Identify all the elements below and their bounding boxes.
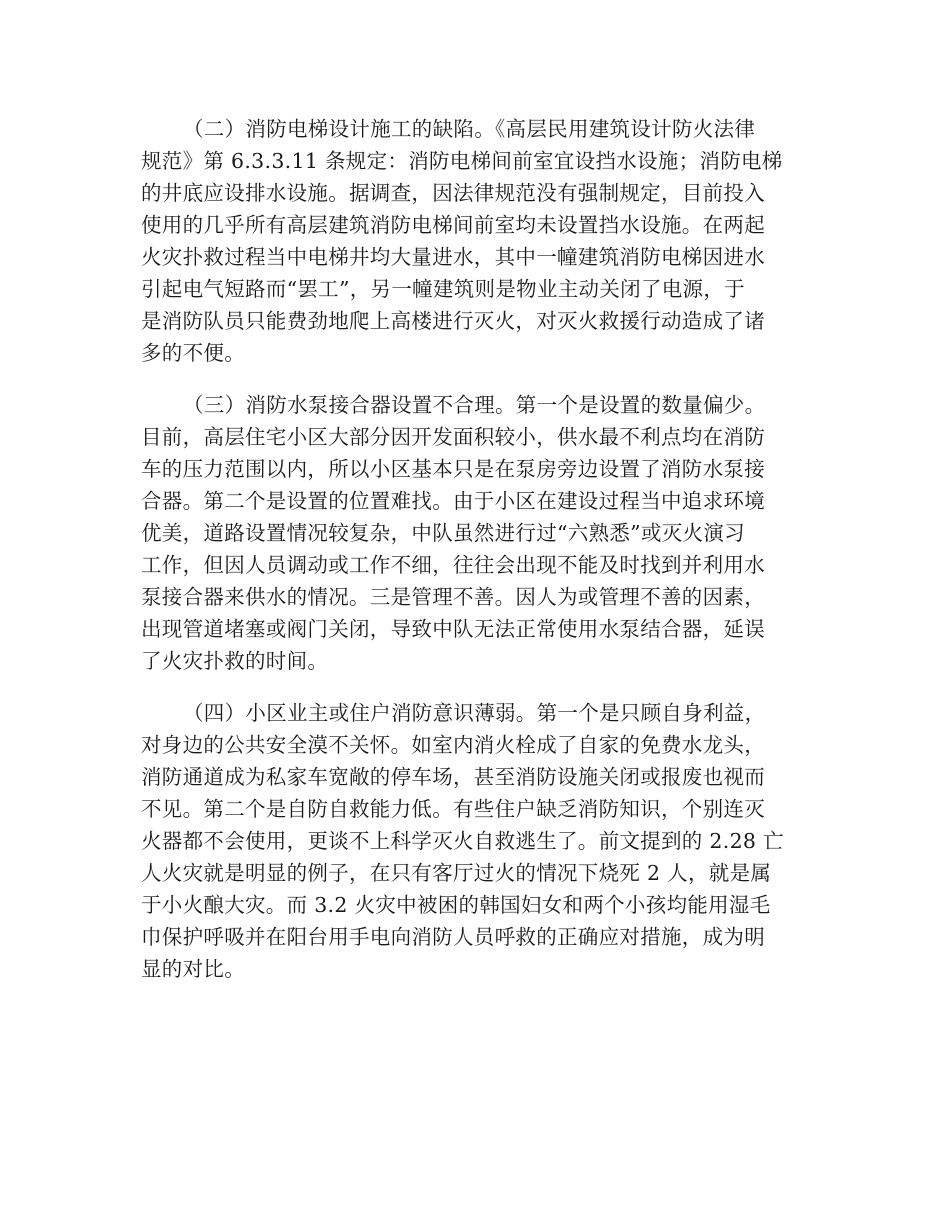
paragraph-3-line-9: 了火灾扑救的时间。 xyxy=(141,649,329,673)
paragraph-3-line-6: 工作，但因人员调动或工作不细，往往会出现不能及时找到并利用水 xyxy=(141,553,765,577)
paragraph-4-line-1: （四）小区业主或住户消防意识薄弱。第一个是只顾自身利益， xyxy=(183,701,766,725)
paragraph-2-line-3: 的井底应设排水设施。据调查，因法律规范没有强制规定，目前投入 xyxy=(141,181,765,205)
paragraph-2-line-6: 引起电气短路而“罢工”，另一幢建筑则是物业主动关闭了电源，于 xyxy=(141,277,745,301)
paragraph-3-line-8: 出现管道堵塞或阀门关闭，导致中队无法正常使用水泵结合器，延误 xyxy=(141,617,765,641)
paragraph-3-line-4: 合器。第二个是设置的位置难找。由于小区在建设过程当中追求环境 xyxy=(141,489,765,513)
paragraph-4-line-8: 巾保护呼吸并在阳台用手电向消防人员呼救的正确应对措施，成为明 xyxy=(141,925,765,949)
paragraph-4-line-5: 火器都不会使用，更谈不上科学灭火自救逃生了。前文提到的 2.28 亡 xyxy=(141,829,784,853)
paragraph-2-line-1: （二）消防电梯设计施工的缺陷。《高层民用建筑设计防火法律 xyxy=(183,117,756,141)
paragraph-4-line-2: 对身边的公共安全漠不关怀。如室内消火栓成了自家的免费水龙头， xyxy=(141,733,765,757)
paragraph-4-line-9: 显的对比。 xyxy=(141,957,245,981)
paragraph-2-line-5: 火灾扑救过程当中电梯井均大量进水，其中一幢建筑消防电梯因进水 xyxy=(141,245,765,269)
paragraph-3-line-5: 优美，道路设置情况较复杂，中队虽然进行过“六熟悉”或灭火演习 xyxy=(141,521,745,545)
paragraph-2-line-2: 规范》第 6.3.3.11 条规定：消防电梯间前室宜设挡水设施；消防电梯 xyxy=(141,149,783,173)
paragraph-2-line-4: 使用的几乎所有高层建筑消防电梯间前室均未设置挡水设施。在两起 xyxy=(141,213,765,237)
paragraph-3-line-2: 目前，高层住宅小区大部分因开发面积较小，供水最不利点均在消防 xyxy=(141,425,765,449)
paragraph-4-line-6: 人火灾就是明显的例子，在只有客厅过火的情况下烧死 2 人，就是属 xyxy=(141,861,772,885)
paragraph-4-line-7: 于小火酿大灾。而 3.2 火灾中被困的韩国妇女和两个小孩均能用湿毛 xyxy=(141,893,771,917)
paragraph-3-line-7: 泵接合器来供水的情况。三是管理不善。因人为或管理不善的因素， xyxy=(141,585,765,609)
paragraph-2-line-7: 是消防队员只能费劲地爬上高楼进行灭火，对灭火救援行动造成了诸 xyxy=(141,309,765,333)
paragraph-4-line-4: 不见。第二个是自防自救能力低。有些住户缺乏消防知识，个别连灭 xyxy=(141,797,765,821)
paragraph-2-line-8: 多的不便。 xyxy=(141,341,245,365)
paragraph-3-line-3: 车的压力范围以内，所以小区基本只是在泵房旁边设置了消防水泵接 xyxy=(141,457,765,481)
paragraph-3-line-1: （三）消防水泵接合器设置不合理。第一个是设置的数量偏少。 xyxy=(183,393,766,417)
paragraph-4-line-3: 消防通道成为私家车宽敞的停车场，甚至消防设施关闭或报废也视而 xyxy=(141,765,765,789)
